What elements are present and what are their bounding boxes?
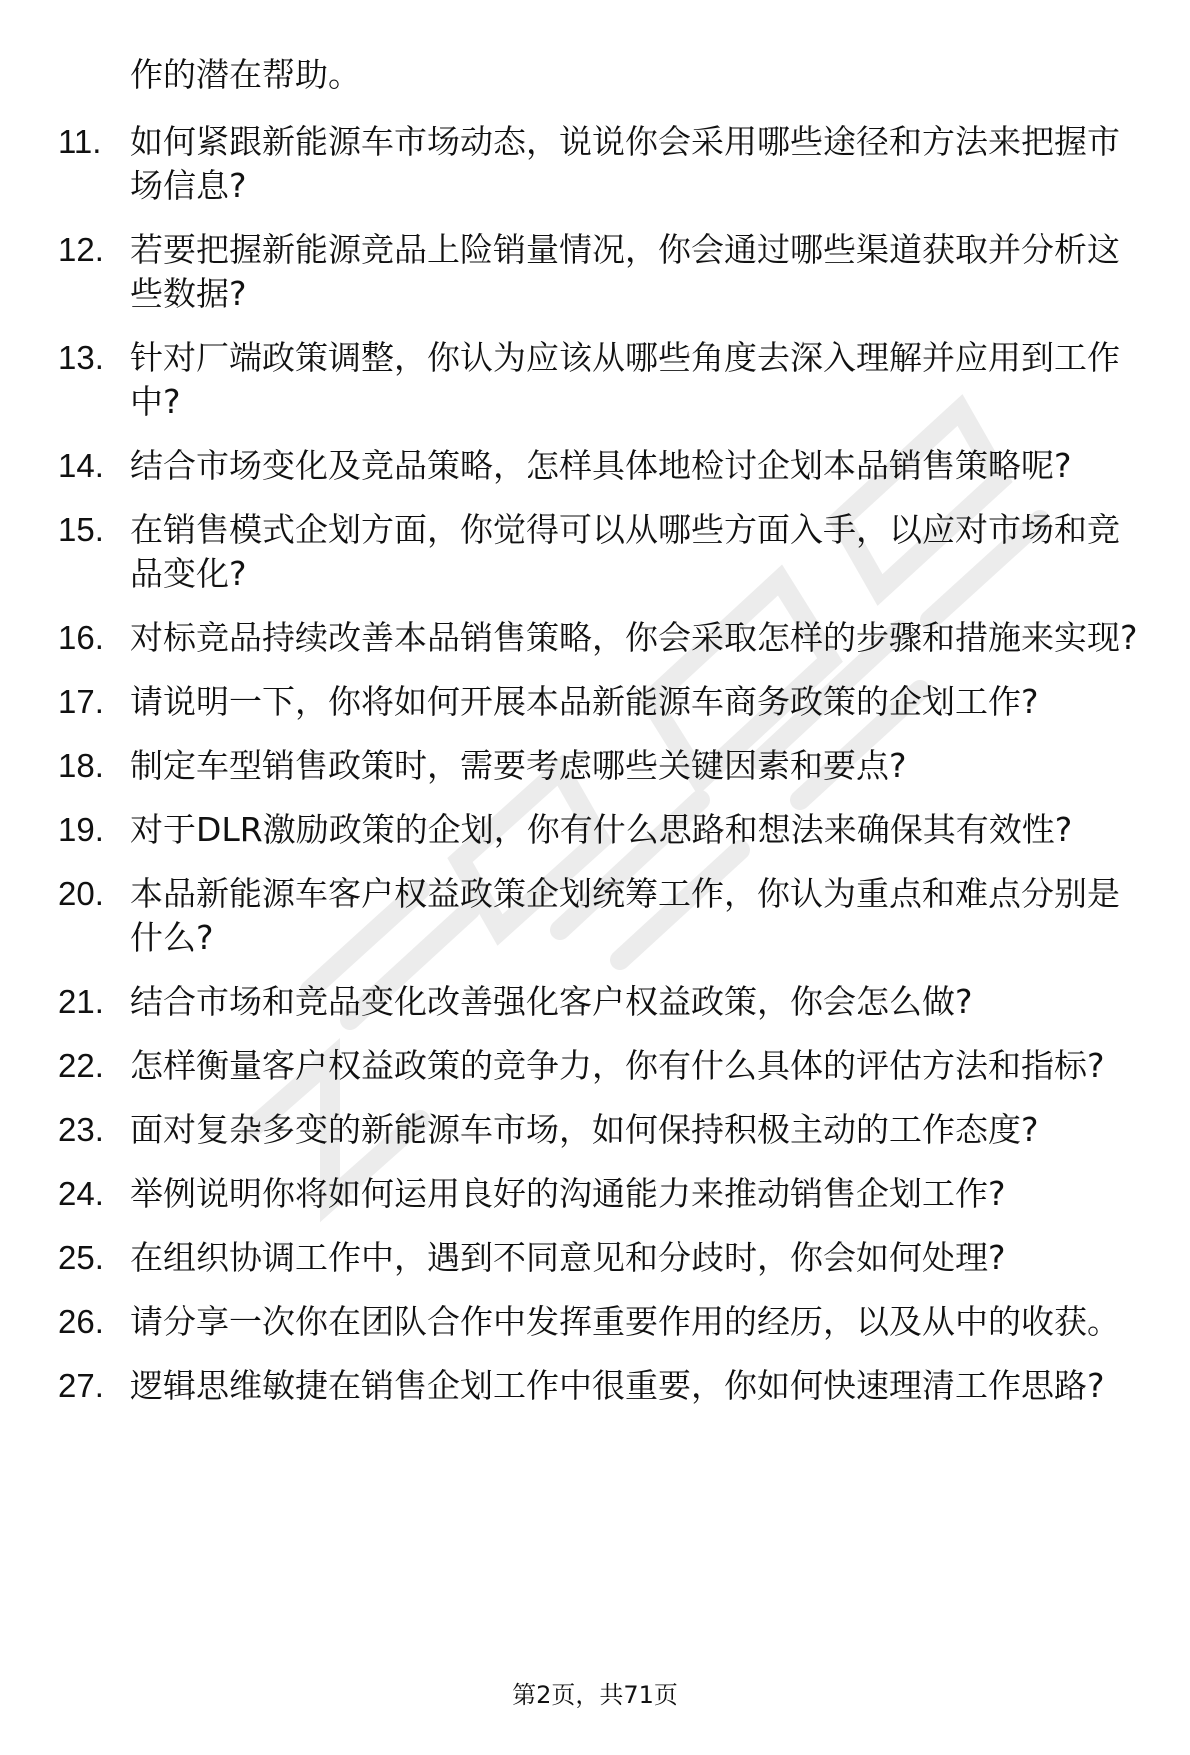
question-number: 22. — [58, 1047, 104, 1084]
question-number: 15. — [58, 511, 104, 548]
question-text: 在组织协调工作中，遇到不同意见和分歧时，你会如何处理? — [130, 1238, 1006, 1277]
question-item — [0, 744, 1190, 788]
question-number: 19. — [58, 811, 104, 848]
question-text: 在销售模式企划方面，你觉得可以从哪些方面入手，以应对市场和竞品变化? — [130, 510, 1120, 593]
question-text: 举例说明你将如何运用良好的沟通能力来推动销售企划工作? — [130, 1174, 1006, 1213]
question-number: 24. — [58, 1175, 104, 1212]
question-item — [0, 336, 1190, 424]
continuation-text: 作的潜在帮助。 — [130, 55, 361, 94]
question-text: 面对复杂多变的新能源车市场，如何保持积极主动的工作态度? — [130, 1110, 1039, 1149]
question-item — [0, 808, 1190, 852]
question-item — [0, 1108, 1190, 1152]
question-text: 结合市场和竞品变化改善强化客户权益政策，你会怎么做? — [130, 982, 973, 1021]
question-item — [0, 1236, 1190, 1280]
question-number: 17. — [58, 683, 104, 720]
question-item — [0, 228, 1190, 316]
question-number: 14. — [58, 447, 104, 484]
question-text: 针对厂端政策调整，你认为应该从哪些角度去深入理解并应用到工作中? — [130, 338, 1120, 421]
question-text: 结合市场变化及竞品策略，怎样具体地检讨企划本品销售策略呢? — [130, 446, 1072, 485]
question-text: 如何紧跟新能源车市场动态，说说你会采用哪些途径和方法来把握市场信息? — [130, 122, 1120, 205]
question-item — [0, 444, 1190, 488]
question-item — [0, 508, 1190, 596]
question-list — [0, 120, 1190, 1428]
question-number: 21. — [58, 983, 104, 1020]
question-item — [0, 1172, 1190, 1216]
question-text: 请说明一下，你将如何开展本品新能源车商务政策的企划工作? — [130, 682, 1039, 721]
question-number: 13. — [58, 339, 104, 376]
question-item — [0, 1044, 1190, 1088]
question-item — [0, 1364, 1190, 1408]
question-text: 制定车型销售政策时，需要考虑哪些关键因素和要点? — [130, 746, 907, 785]
question-item — [0, 1300, 1190, 1344]
question-number: 20. — [58, 875, 104, 912]
question-text: 对于DLR激励政策的企划，你有什么思路和想法来确保其有效性? — [130, 810, 1073, 849]
question-item — [0, 616, 1190, 660]
question-number: 23. — [58, 1111, 104, 1148]
question-item — [0, 872, 1190, 960]
question-text: 本品新能源车客户权益政策企划统筹工作，你认为重点和难点分别是什么? — [130, 874, 1120, 957]
question-item — [0, 680, 1190, 724]
question-number: 16. — [58, 619, 104, 656]
question-number: 25. — [58, 1239, 104, 1276]
question-number: 27. — [58, 1367, 104, 1404]
question-number: 12. — [58, 231, 104, 268]
question-number: 11. — [58, 123, 102, 160]
page-footer: 第2页，共71页 — [512, 1681, 678, 1709]
question-text: 若要把握新能源竞品上险销量情况，你会通过哪些渠道获取并分析这些数据? — [130, 230, 1120, 313]
question-text: 对标竞品持续改善本品销售策略，你会采取怎样的步骤和措施来实现? — [130, 618, 1138, 657]
question-text: 怎样衡量客户权益政策的竞争力，你有什么具体的评估方法和指标? — [130, 1046, 1105, 1085]
question-item — [0, 980, 1190, 1024]
question-number: 26. — [58, 1303, 104, 1340]
question-number: 18. — [58, 747, 104, 784]
question-item — [0, 120, 1190, 208]
question-text: 逻辑思维敏捷在销售企划工作中很重要，你如何快速理清工作思路? — [130, 1366, 1105, 1405]
question-text: 请分享一次你在团队合作中发挥重要作用的经历，以及从中的收获。 — [130, 1302, 1120, 1341]
